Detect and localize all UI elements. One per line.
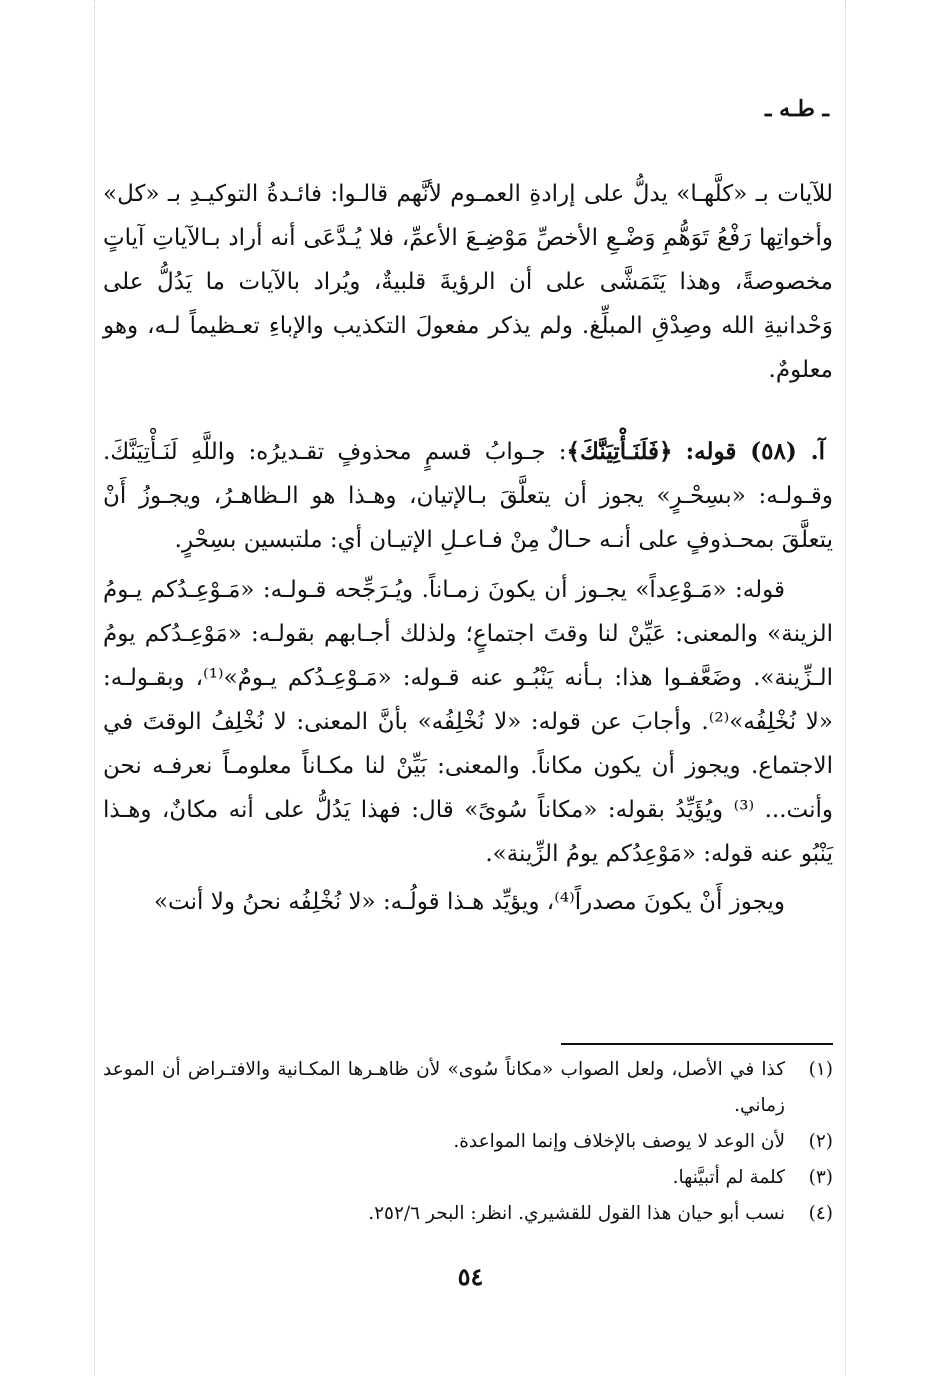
paragraph-3: قوله: «مَـوْعِداً» يجـوز أن يكونَ زمـاناً. ويُـرَجِّحه قـولـه: «مَـوْعِـدُكم يـومُ الزينة» والمعنى: عَيِّنْ لنا وقتَ اجتماعٍ؛ ولذلك أجـابهم بقولـه: «مَوْعِـدُكم يومُ الـزِّينة». وضَعَّفـوا هذا: بـأنه يَنْبُـو عنه قـوله: «مَـوْعِـدُكم يـومٌ»⁽¹⁾، وبقـولـه: «لا نُخْلِفُه»⁽²⁾. وأجابَ عن قوله: «لا نُخْلِفُه» بأنَّ المعنى: لا نُخْلِفُ الوقتَ في الاجتماع. ويجوز أن يكون مكاناً. والمعنى: بَيِّنْ لنا مكـاناً معلومـاً نعرفـه نحن وأنت... ⁽³⁾ ويُؤَيِّدُ بقوله: «مكاناً سُوىً» قال: فهذا يَدُلُّ على أنه مكانٌ، وهـذا يَنْبُو عنه قوله: «مَوْعِدُكم يومُ الزِّينة». — [103, 577, 833, 867]
main-text — [103, 172, 833, 924]
paragraph-2-text: : جـوابُ قسمٍ محذوفٍ تقـديرُه: واللَّهِ لَنَـأْتِيَنَّكَ. وقـولـه: «بسِحْـرٍ» يجوز أن يتعلَّقَ بـالإتيان، وهـذا هو الـظاهـرُ، ويجـوزُ أَنْ يتعلَّقَ بمحـذوفٍ على أنـه حـالٌ مِنْ فـاعـلِ الإتيـان أي: ملتبسين بسِحْرٍ. — [103, 439, 833, 553]
paragraph-2 — [103, 430, 833, 562]
footnote-text: كذا في الأصل، ولعل الصواب «مكاناً سُوى» لأن ظاهـرها المكـانية والافتـراض أن الموعد زماني. — [103, 1059, 785, 1116]
footnote-separator — [561, 1043, 833, 1045]
footnotes — [103, 1052, 833, 1232]
page-number: ٥٤ — [457, 1262, 484, 1291]
footnote-text: نسب أبو حيان هذا القول للقشيري. انظر: البحر ٢٥٢/٦. — [368, 1203, 785, 1224]
footnote-1 — [103, 1052, 833, 1124]
footnote-number: (٢) — [808, 1131, 833, 1152]
margin-guide-left — [94, 0, 95, 1376]
footnote-number: (٤) — [808, 1203, 833, 1224]
footnote-2 — [103, 1124, 833, 1160]
footnote-text: كلمة لم أتبيَّنها. — [672, 1167, 785, 1188]
footnote-number: (٣) — [808, 1167, 833, 1188]
footnote-3 — [103, 1160, 833, 1196]
running-header: ـ طـه ـ — [765, 96, 829, 122]
footnote-text: لأن الوعد لا يوصف بالإخلاف وإنما المواعدة. — [453, 1131, 785, 1152]
verse-reference: آ. (٥٨) قوله: — [685, 438, 825, 465]
footnote-4 — [103, 1196, 833, 1232]
paragraph-1: للآيات بـ «كلَّهـا» يدلُّ على إرادةِ العمـوم لأنَّهم قالـوا: فائـدةُ التوكيـدِ بـ «كل» وأخواتِها رَفْعُ تَوَهُّمِ وَضْـعِ الأخصِّ مَوْضِـعَ الأعمِّ، فلا يُـدَّعَى أنه أراد بـالآياتِ آياتٍ مخصوصةً، وهذا يَتَمَشَّى على أن الرؤيةَ قلبيةٌ، ويُراد بالآيات ما يَدُلُّ على وَحْدانيةِ الله وصِدْقِ المبلِّغ. ولم يذكر مفعولَ التكذيب والإباءِ تعـظيماً لـه، وهو معلومٌ. — [103, 181, 833, 383]
quran-quote: ﴿فَلَنَـأْتِيَنَّكَ﴾ — [566, 438, 673, 465]
footnote-number: (١) — [808, 1059, 833, 1080]
margin-guide-right — [845, 0, 846, 1376]
paragraph-4: ويجوز أَنْ يكونَ مصدراً⁽⁴⁾، ويؤيِّد هـذا قولُـه: «لا نُخْلِفُه نحنُ ولا أنت» — [153, 889, 785, 915]
